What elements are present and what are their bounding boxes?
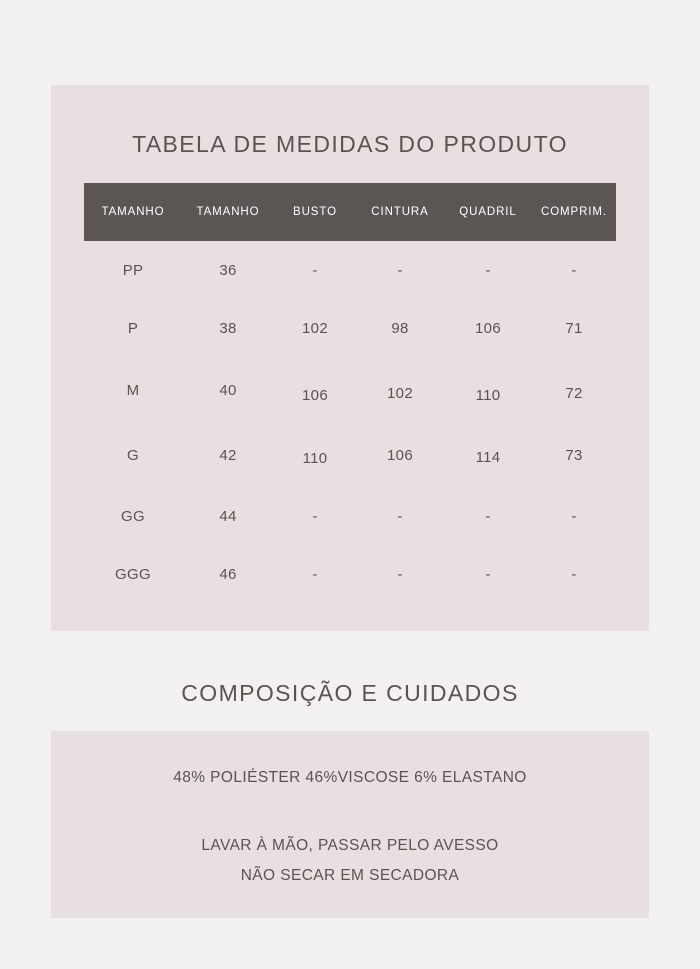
cell-length: 71 xyxy=(565,319,583,337)
table-row xyxy=(84,299,616,357)
cell-waist: - xyxy=(397,565,403,583)
cell-bust: 102 xyxy=(302,319,328,337)
cell-length: - xyxy=(571,507,577,525)
cell-size: M xyxy=(126,382,140,399)
cell-bust: 106 xyxy=(302,386,328,404)
column-header-tamanho-numero: TAMANHO xyxy=(182,183,274,241)
cell-numeric: 38 xyxy=(219,319,237,337)
table-header-row xyxy=(84,183,616,241)
cell-hip: - xyxy=(485,565,491,583)
cell-numeric: 36 xyxy=(219,261,237,279)
cell-numeric: 42 xyxy=(219,447,237,464)
column-header-comprimento: COMPRIM. xyxy=(532,183,616,241)
cell-bust: - xyxy=(312,565,318,583)
fabric-composition: 48% POLIÉSTER 46%VISCOSE 6% ELASTANO xyxy=(173,769,527,786)
care-instruction-2: NÃO SECAR EM SECADORA xyxy=(240,867,460,884)
cell-size: P xyxy=(127,319,139,337)
composition-title: COMPOSIÇÃO E CUIDADOS xyxy=(181,680,519,706)
measurements-card xyxy=(51,85,649,631)
table-row xyxy=(84,357,616,424)
cell-bust: - xyxy=(312,507,318,525)
measurements-table-wrapper xyxy=(84,183,616,603)
cell-numeric: 46 xyxy=(219,565,237,583)
care-instruction-1: LAVAR À MÃO, PASSAR PELO AVESSO xyxy=(201,837,499,854)
cell-hip: 110 xyxy=(475,386,501,404)
column-header-busto: BUSTO xyxy=(274,183,356,241)
cell-length: 73 xyxy=(565,447,583,464)
cell-waist: 106 xyxy=(387,447,413,464)
cell-waist: 102 xyxy=(387,384,413,402)
cell-waist: 98 xyxy=(391,319,409,337)
cell-hip: - xyxy=(485,507,491,525)
cell-hip: 114 xyxy=(475,449,501,466)
cell-numeric: 44 xyxy=(219,507,237,525)
cell-hip: - xyxy=(485,261,491,279)
cell-length: 72 xyxy=(565,384,583,402)
column-header-cintura: CINTURA xyxy=(356,183,444,241)
table-row xyxy=(84,545,616,603)
cell-hip: 106 xyxy=(475,319,501,337)
column-header-tamanho-letra: TAMANHO xyxy=(84,183,182,241)
cell-bust: - xyxy=(312,261,318,279)
column-header-quadril: QUADRIL xyxy=(444,183,532,241)
cell-length: - xyxy=(571,261,577,279)
cell-numeric: 40 xyxy=(219,382,237,399)
cell-waist: - xyxy=(397,261,403,279)
cell-bust: 110 xyxy=(302,449,328,467)
cell-waist: - xyxy=(397,507,403,525)
composition-card xyxy=(51,731,649,918)
cell-size: GG xyxy=(121,507,145,525)
cell-size: G xyxy=(127,447,139,464)
measurements-title: TABELA DE MEDIDAS DO PRODUTO xyxy=(132,131,568,157)
cell-size: PP xyxy=(122,261,144,279)
cell-length: - xyxy=(571,565,577,583)
table-row xyxy=(84,241,616,299)
measurements-table xyxy=(84,183,616,603)
cell-size: GGG xyxy=(115,565,151,583)
table-row xyxy=(84,424,616,487)
table-row xyxy=(84,487,616,545)
